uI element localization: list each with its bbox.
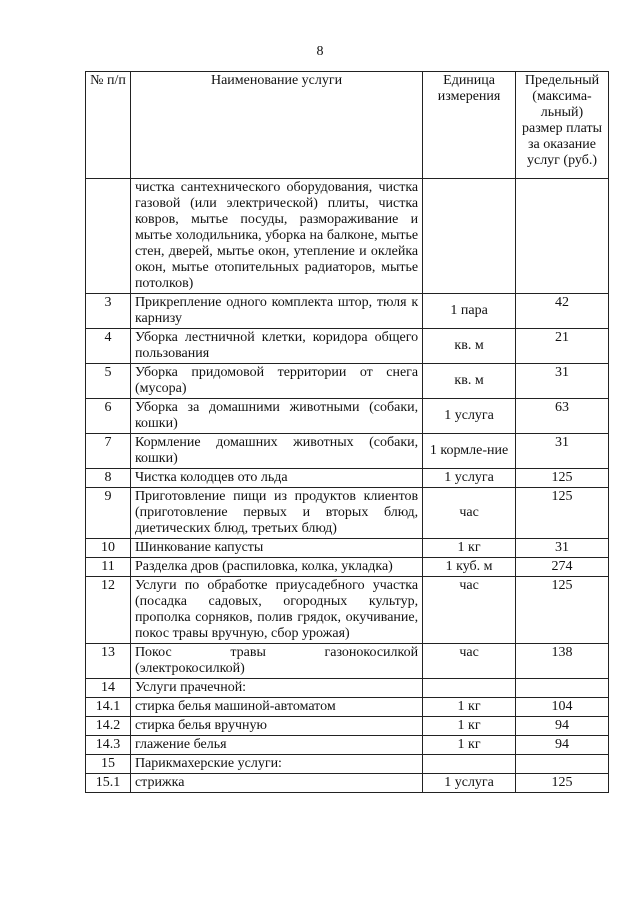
table-row (86, 755, 609, 774)
row-service-name: Услуги прачечной: (130, 679, 422, 698)
row-unit: час (423, 644, 516, 679)
row-number: 15.1 (86, 774, 131, 793)
row-service-name: Покос травы газонокосилкой (электрокосилкой) (130, 644, 422, 679)
row-service-name: глажение белья (130, 736, 422, 755)
row-unit: 1 услуга (423, 399, 516, 434)
row-number (86, 179, 131, 294)
table-row (86, 558, 609, 577)
row-number: 12 (86, 577, 131, 644)
row-price: 63 (516, 399, 609, 434)
row-unit: 1 куб. м (423, 558, 516, 577)
row-service-name: Парикмахерские услуги: (130, 755, 422, 774)
table-row (86, 434, 609, 469)
table-row (86, 179, 609, 294)
row-service-name: Услуги по обработке приусадебного участка (посадка садовых, огородных культур, прополка сорняков, полив грядок, окучивание, покос травы вручную, сбор урожая) (130, 577, 422, 644)
row-service-name: чистка сантехнического оборудования, чистка газовой (или электрической) плиты, чистка ковров, мытье посуды, размораживание и мытье холодильника, уборка на балконе, мытье стен, дверей, мытье окон, утепление и оклейка окон, мытье отопительных радиаторов, мытье потолков) (130, 179, 422, 294)
row-price: 125 (516, 577, 609, 644)
table-row (86, 679, 609, 698)
row-price: 94 (516, 717, 609, 736)
row-price: 125 (516, 774, 609, 793)
header-service-name: Наименование услуги (130, 72, 422, 179)
row-price: 138 (516, 644, 609, 679)
row-price: 94 (516, 736, 609, 755)
row-price: 21 (516, 329, 609, 364)
row-number: 9 (86, 488, 131, 539)
row-price: 31 (516, 539, 609, 558)
row-number: 3 (86, 294, 131, 329)
row-service-name: стирка белья вручную (130, 717, 422, 736)
table-row (86, 364, 609, 399)
row-price: 104 (516, 698, 609, 717)
row-unit: кв. м (423, 364, 516, 399)
row-number: 14.3 (86, 736, 131, 755)
page-number: 8 (316, 44, 324, 59)
row-number: 14 (86, 679, 131, 698)
header-unit: Единица измерения (423, 72, 516, 179)
header-price: Предельный (максима-льный) размер платы за оказание услуг (руб.) (516, 72, 609, 179)
row-price: 125 (516, 488, 609, 539)
table-row (86, 774, 609, 793)
row-number: 14.2 (86, 717, 131, 736)
row-number: 10 (86, 539, 131, 558)
row-unit: 1 кормле-ние (423, 434, 516, 469)
row-service-name: Прикрепление одного комплекта штор, тюля к карнизу (130, 294, 422, 329)
row-unit: кв. м (423, 329, 516, 364)
row-service-name: стрижка (130, 774, 422, 793)
row-unit (423, 179, 516, 294)
row-unit: 1 услуга (423, 469, 516, 488)
table-row (86, 399, 609, 434)
table-row (86, 294, 609, 329)
row-service-name: Кормление домашних животных (собаки, кошки) (130, 434, 422, 469)
row-number: 5 (86, 364, 131, 399)
row-unit: 1 кг (423, 717, 516, 736)
table-row (86, 469, 609, 488)
row-number: 7 (86, 434, 131, 469)
table-row (86, 577, 609, 644)
table-row (86, 539, 609, 558)
row-service-name: Уборка за домашними животными (собаки, кошки) (130, 399, 422, 434)
row-unit: 1 услуга (423, 774, 516, 793)
row-price: 274 (516, 558, 609, 577)
table-row (86, 717, 609, 736)
row-unit: 1 кг (423, 698, 516, 717)
row-number: 4 (86, 329, 131, 364)
row-service-name: Шинкование капусты (130, 539, 422, 558)
row-number: 6 (86, 399, 131, 434)
table-row (86, 736, 609, 755)
table-header-row (86, 72, 609, 179)
row-service-name: Чистка колодцев ото льда (130, 469, 422, 488)
row-price: 31 (516, 434, 609, 469)
table-row (86, 644, 609, 679)
row-unit (423, 755, 516, 774)
row-price (516, 755, 609, 774)
row-service-name: Уборка придомовой территории от снега (мусора) (130, 364, 422, 399)
row-unit: 1 кг (423, 736, 516, 755)
row-price: 42 (516, 294, 609, 329)
table-row (86, 698, 609, 717)
row-number: 8 (86, 469, 131, 488)
table-row (86, 488, 609, 539)
header-num: № п/п (86, 72, 131, 179)
services-price-table (85, 71, 609, 793)
row-unit: час (423, 577, 516, 644)
row-price (516, 679, 609, 698)
table-row (86, 329, 609, 364)
row-unit (423, 679, 516, 698)
row-number: 14.1 (86, 698, 131, 717)
row-number: 11 (86, 558, 131, 577)
row-price: 125 (516, 469, 609, 488)
row-unit: 1 пара (423, 294, 516, 329)
table-body (86, 179, 609, 793)
row-number: 15 (86, 755, 131, 774)
row-service-name: Приготовление пищи из продуктов клиентов (приготовление первых и вторых блюд, диетических блюд, третьих блюд) (130, 488, 422, 539)
row-price (516, 179, 609, 294)
row-price: 31 (516, 364, 609, 399)
row-number: 13 (86, 644, 131, 679)
row-unit: час (423, 488, 516, 539)
row-service-name: стирка белья машиной-автоматом (130, 698, 422, 717)
row-unit: 1 кг (423, 539, 516, 558)
row-service-name: Разделка дров (распиловка, колка, укладка) (130, 558, 422, 577)
row-service-name: Уборка лестничной клетки, коридора общего пользования (130, 329, 422, 364)
